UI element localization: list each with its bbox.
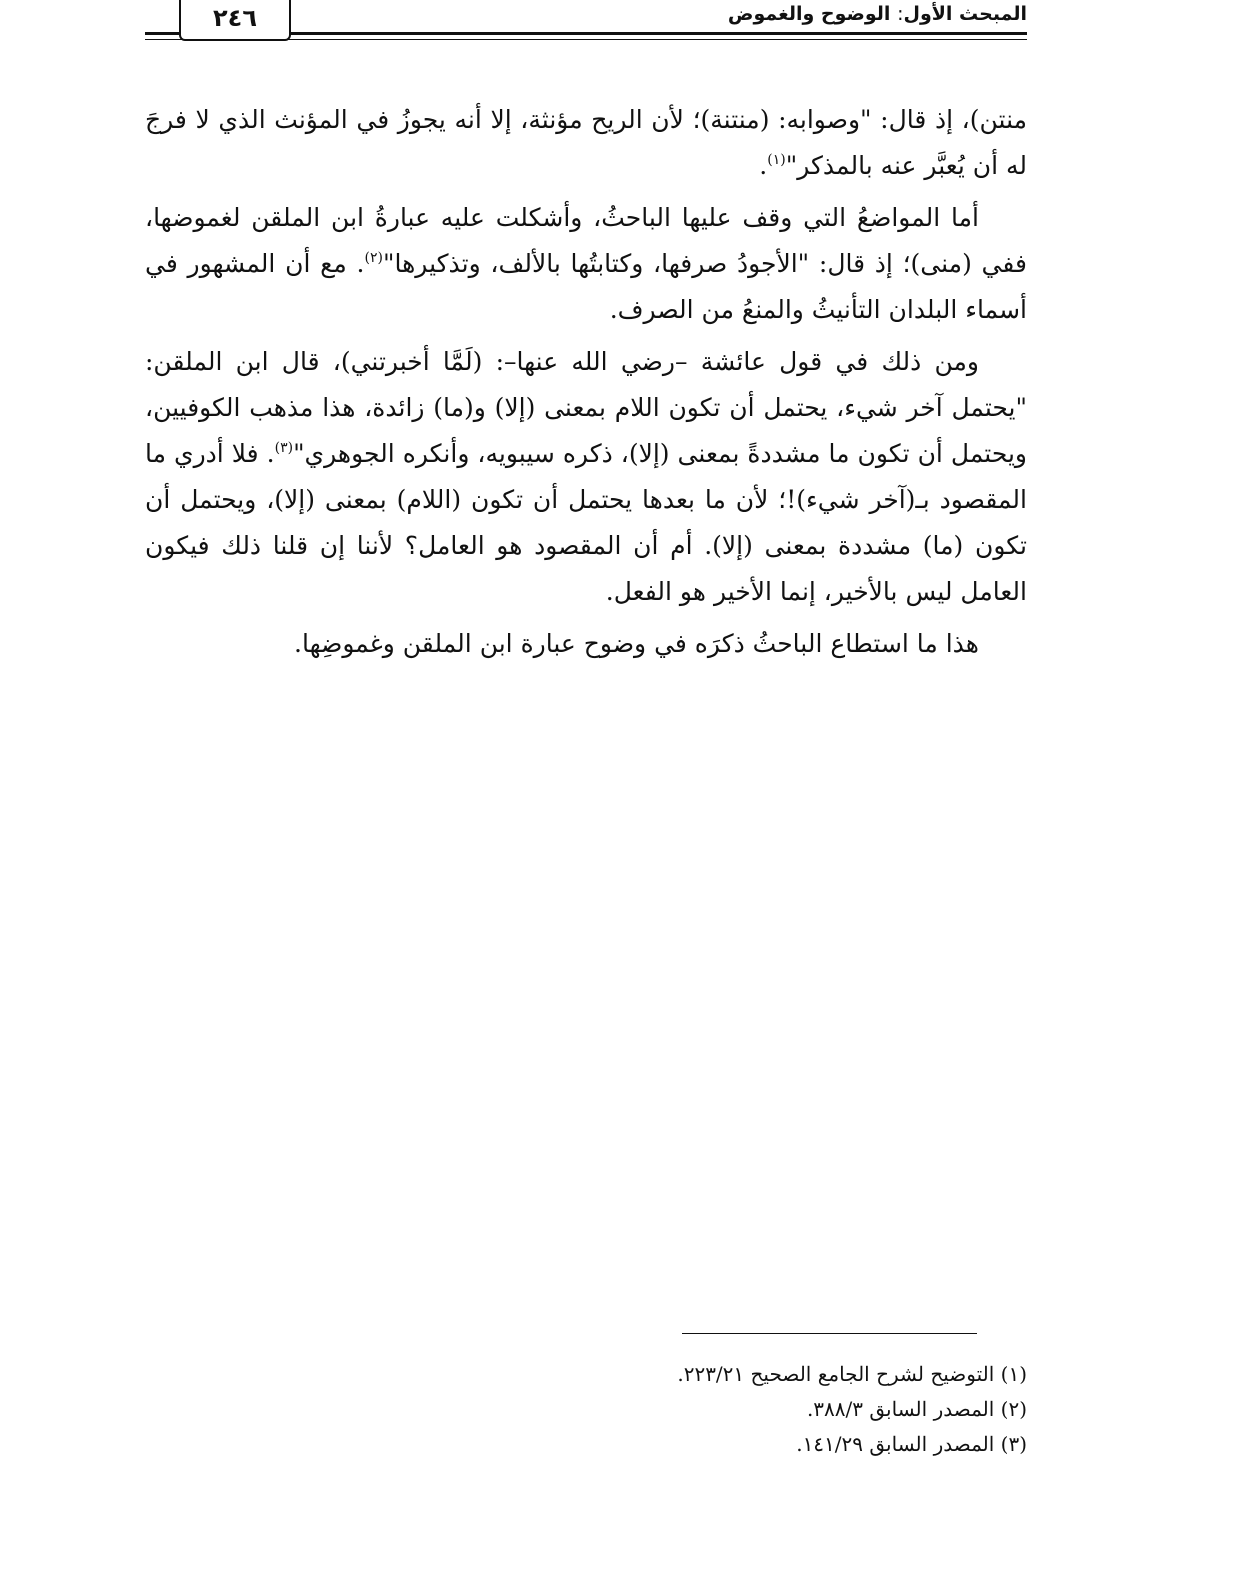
paragraph-1-tail: .	[759, 151, 768, 180]
section-subtitle: الوضوح والغموض	[727, 3, 891, 25]
paragraph-4: هذا ما استطاع الباحثُ ذكرَه في وضوح عبارة ابن الملقن وغموضِها.	[294, 629, 979, 658]
title-separator: :	[897, 3, 904, 25]
footnote-ref-3: (٣)	[274, 440, 294, 456]
page-header	[145, 0, 1027, 44]
paragraph-2-tail: . مع أن المشهور في أسماء البلدان التأنيثُ والمنعُ من الصرف.	[145, 249, 1027, 324]
paragraph-1-text: منتن)، إذ قال: "وصوابه: (منتنة)؛ لأن الريح مؤنثة، إلا أنه يجوزُ في المؤنث الذي لا فرجَ له أن يُعبَّر عنه بالمذكر"	[145, 105, 1027, 180]
paragraph-3-text: ومن ذلك في قول عائشة –رضي الله عنها–: (لَمَّا أخبرتني)، قال ابن الملقن: "يحتمل آخر شيء، يحتمل أن تكون اللام بمعنى (إلا) و(ما) زائدة، هذا مذهب الكوفيين، ويحتمل أن تكون ما مشددةً بمعنى (إلا)، ذكره سيبويه، وأنكره الجوهري"	[145, 347, 1027, 468]
footnotes	[145, 1357, 1027, 1462]
section-title: المبحث الأول	[903, 3, 1027, 25]
footnote-2: (٢) المصدر السابق ٣٨٨/٣.	[806, 1397, 1027, 1421]
paragraph-3-tail: . فلا أدري ما المقصود بـ(آخر شيء)!؛ لأن ما بعدها يحتمل أن تكون (اللام) بمعنى (إلا)، ويحتمل أن تكون (ما) مشددة بمعنى (إلا). أم أن المقصود هو العامل؟ لأننا إن قلنا ذلك فيكون العامل ليس بالأخير، إنما الأخير هو الفعل.	[145, 439, 1027, 606]
paragraph-2-text: أما المواضعُ التي وقف عليها الباحثُ، وأشكلت عليه عبارةُ ابن الملقن لغموضها، ففي (منى)؛ إذ قال: "الأجودُ صرفها، وكتابتُها بالألف، وتذكيرها"	[145, 203, 1027, 278]
footnote-ref-1: (١)	[767, 152, 786, 168]
paragraph-3	[145, 339, 1027, 615]
footnote-separator	[682, 1333, 977, 1334]
body-text	[145, 97, 1027, 673]
running-title	[728, 0, 1027, 28]
footnote-1: (١) التوضيح لشرح الجامع الصحيح ٢٢٣/٢١.	[677, 1362, 1027, 1386]
paragraph-1	[145, 97, 1027, 189]
page-number: ٢٤٦	[179, 0, 291, 41]
footnote-ref-2: (٢)	[364, 250, 383, 266]
paragraph-2	[145, 195, 1027, 333]
footnote-3: (٣) المصدر السابق ١٤١/٢٩.	[796, 1432, 1027, 1456]
